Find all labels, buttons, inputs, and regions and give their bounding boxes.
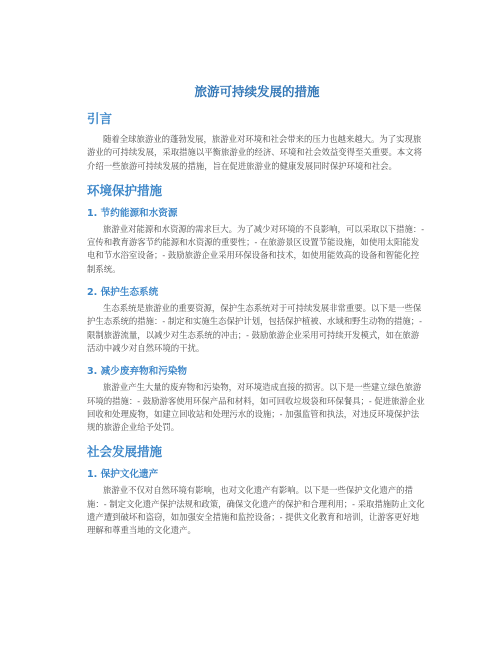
social-sub1-paragraph: 旅游业不仅对自然环境有影响，也对文化遗产有影响。以下是一些保护文化遗产的措施：- 制定文化遗产保护法规和政策，确保文化遗产的保护和合理利用；- 采取措施防止文化遗产遭到破坏和盗窃，如加强安全措施和监控设备；- 提供文化教育和培训，让游客更好地理解和尊重当地的文化遗产。	[87, 485, 425, 536]
social-sub1-heading: 1. 保护文化遗产	[87, 469, 159, 481]
intro-heading: 引言	[87, 111, 113, 126]
social-heading: 社会发展措施	[87, 444, 163, 460]
page-title: 旅游可持续发展的措施	[194, 84, 320, 99]
env-sub2-paragraph: 生态系统是旅游业的重要资源，保护生态系统对于可持续发展非常重要。以下是一些保护生态系统的措施：- 制定和实施生态保护计划，包括保护植被、水域和野生动物的措施；- 限制旅游流量，以减少对生态系统的冲击；- 鼓励旅游企业采用可持续开发模式，如在旅游活动中减少对自然环境的干扰。	[87, 303, 422, 353]
env-heading: 环境保护措施	[87, 182, 163, 198]
env-sub1-paragraph: 旅游业对能源和水资源的需求巨大。为了减少对环境的不良影响，可以采取以下措施：- 宣传和教育游客节约能源和水资源的重要性；- 在旅游景区设置节能设施，如使用太阳能发电和节水浴室设备；- 鼓励旅游企业采用环保设备和技术，如使用能效高的设备和智能化控制系统。	[87, 223, 425, 274]
document-page	[87, 76, 427, 546]
env-sub1-heading: 1. 节约能源和水资源	[87, 207, 178, 219]
env-sub3-paragraph: 旅游业产生大量的废弃物和污染物，对环境造成直接的损害。以下是一些建立绿色旅游环境的措施：- 鼓励游客使用环保产品和材料，如可回收垃圾袋和环保餐具；- 促进旅游企业回收和处理废物，如建立回收站和处理污水的设施；- 加强监管和执法，对违反环境保护法规的旅游企业给予处罚。	[87, 382, 425, 433]
intro-paragraph: 随着全球旅游业的蓬勃发展，旅游业对环境和社会带来的压力也越来越大。为了实现旅游业的可持续发展，采取措施以平衡旅游业的经济、环境和社会效益变得至关重要。本文将介绍一些旅游可持续发展的措施，旨在促进旅游业的健康发展同时保护环境和社会。	[87, 134, 422, 171]
env-sub3-heading: 3. 减少废弃物和污染物	[87, 366, 188, 378]
env-sub2-heading: 2. 保护生态系统	[87, 287, 159, 299]
